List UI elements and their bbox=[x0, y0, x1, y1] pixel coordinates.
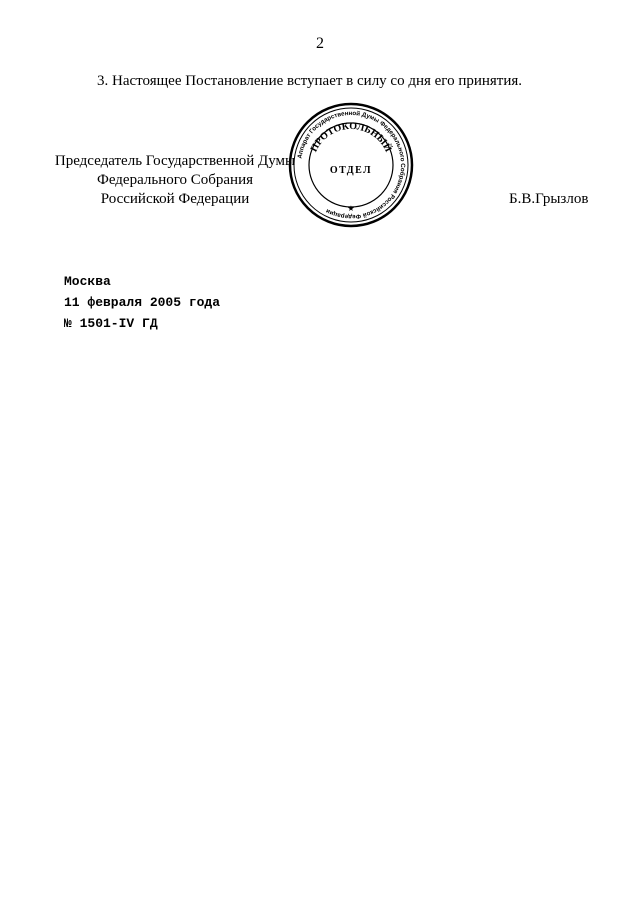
position-line: Российской Федерации bbox=[100, 191, 250, 207]
page-number: 2 bbox=[316, 35, 324, 52]
signatory-position bbox=[40, 152, 310, 209]
footer-date: 11 февраля 2005 года bbox=[64, 295, 221, 310]
footer-city: Москва bbox=[64, 274, 111, 289]
document-footer bbox=[64, 271, 220, 334]
footer-number: № 1501-IV ГД bbox=[64, 316, 158, 331]
stamp-center-text: ОТДЕЛ bbox=[329, 165, 373, 176]
stamp-outer-text: Аппарат Государственной Думы Федерального Собрания Российской Федерации bbox=[296, 109, 407, 221]
official-stamp bbox=[287, 101, 415, 229]
resolution-paragraph: 3. Настоящее Постановление вступает в силу со дня его принятия. bbox=[97, 73, 523, 89]
stamp-middle-text: ПРОТОКОЛЬНЫЙ bbox=[308, 120, 394, 154]
position-line: Председатель Государственной Думы bbox=[54, 153, 296, 169]
position-line: Федерального Собрания bbox=[96, 172, 254, 188]
signer-name: Б.В.Грызлов bbox=[509, 191, 589, 207]
stamp-bottom-star-icon: ★ bbox=[347, 204, 355, 213]
